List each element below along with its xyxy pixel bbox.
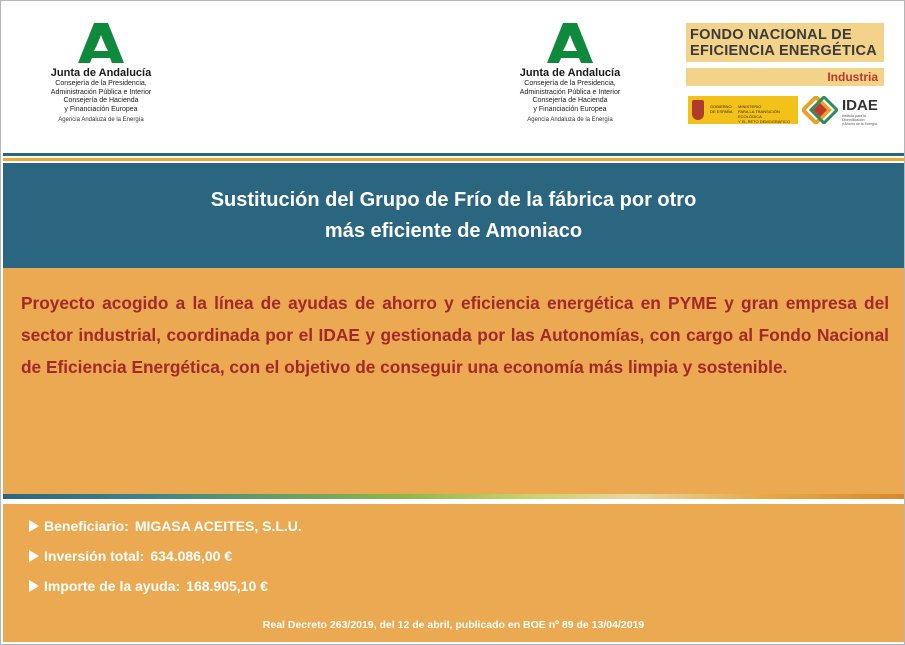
- detail-value: 634.086,00 €: [150, 548, 233, 564]
- ministerio-line: Y EL RETO DEMOGRÁFICO: [738, 119, 790, 124]
- ministerio-line: MINISTERIO: [738, 104, 762, 109]
- idae-subtitle-line: Instituto para la Diversificación: [842, 114, 866, 122]
- junta-andalucia-logo-center: [490, 21, 650, 124]
- legal-reference: Real Decreto 263/2019, del 12 de abril, publicado en BOE nº 89 de 13/04/2019: [262, 619, 645, 631]
- project-title-line2: más eficiente de Amoniaco: [324, 219, 583, 242]
- footer-band: [3, 612, 904, 642]
- detail-label: Inversión total:: [44, 548, 145, 564]
- gobierno-espana-logo: [688, 96, 798, 124]
- gradient-divider: [3, 494, 904, 499]
- gobierno-line: GOBIERNO: [710, 104, 732, 109]
- fnee-logo: [686, 23, 884, 128]
- junta-dept-line: Consejería de la Presidencia,: [55, 80, 147, 87]
- detail-row-beneficiario: [29, 517, 302, 535]
- detail-value: MIGASA ACEITES, S.L.U.: [134, 518, 302, 534]
- ministerio-line: PARA LA TRANSICIÓN ECOLÓGICA: [738, 109, 780, 119]
- fnee-sector: Industria: [686, 68, 884, 86]
- idae-logo: [802, 96, 884, 124]
- triangle-right-icon: [29, 580, 39, 592]
- title-band: [3, 163, 904, 268]
- project-description: Proyecto acogido a la línea de ayudas de ahorro y eficiencia energética en PYME y gran empresa del sector industrial, coordinada por el IDAE y gestionada por las Autonomías, con cargo al Fondo Nacional de Eficiencia Energética, con el objetivo de conseguir una economía más limpia y sostenible.: [21, 293, 889, 377]
- fnee-title-line1: FONDO NACIONAL DE: [690, 27, 852, 43]
- description-band: [3, 268, 904, 496]
- detail-label: Beneficiario:: [44, 518, 129, 534]
- triangle-right-icon: [29, 520, 39, 532]
- junta-dept-line: y Financiación Europea: [533, 105, 607, 113]
- spain-shield-icon: [692, 100, 704, 120]
- junta-dept-line: Administración Pública e Interior: [50, 88, 152, 96]
- fnee-title-line2: EFICIENCIA ENERGÉTICA: [690, 43, 878, 59]
- detail-value: 168.905,10 €: [186, 578, 268, 594]
- ministerio-text: [738, 104, 798, 124]
- junta-andalucia-logo-icon: [78, 21, 124, 65]
- project-title-line1: Sustitución del Grupo de Frío de la fábrica por otro: [210, 188, 697, 211]
- junta-dept-line: Administración Pública e Interior: [519, 88, 621, 96]
- junta-org-name: Junta de Andalucía: [50, 67, 152, 79]
- junta-dept-line: Consejería de la Presidencia,: [524, 80, 616, 87]
- divider-orange: [3, 158, 904, 161]
- fnee-title-box: [686, 23, 884, 62]
- details-band: [3, 504, 904, 612]
- idae-name: IDAE: [842, 97, 878, 114]
- junta-org-name: Junta de Andalucía: [519, 67, 621, 79]
- idae-subtitle-line: y Ahorro de la Energía: [842, 122, 877, 126]
- gobierno-line: DE ESPAÑA: [710, 109, 733, 114]
- junta-dept-line: Consejería de Hacienda: [63, 97, 139, 104]
- idae-logo-icon: [802, 96, 838, 124]
- idae-subtitle: [842, 114, 884, 126]
- detail-row-inversion: [29, 547, 232, 565]
- institution-logos: [686, 94, 884, 128]
- detail-row-ayuda: [29, 577, 268, 595]
- junta-dept-line: y Financiación Europea: [64, 105, 138, 113]
- junta-agency: Agencia Andaluza de la Energía: [527, 117, 613, 123]
- detail-label: Importe de la ayuda:: [44, 578, 181, 594]
- project-title: [211, 185, 697, 247]
- junta-andalucia-logo-left: [21, 21, 181, 124]
- junta-agency: Agencia Andaluza de la Energía: [58, 117, 144, 123]
- junta-andalucia-logo-icon: [547, 21, 593, 65]
- gobierno-text: [710, 104, 733, 114]
- divider-teal: [3, 153, 904, 156]
- junta-dept-line: Consejería de Hacienda: [532, 97, 608, 104]
- triangle-right-icon: [29, 550, 39, 562]
